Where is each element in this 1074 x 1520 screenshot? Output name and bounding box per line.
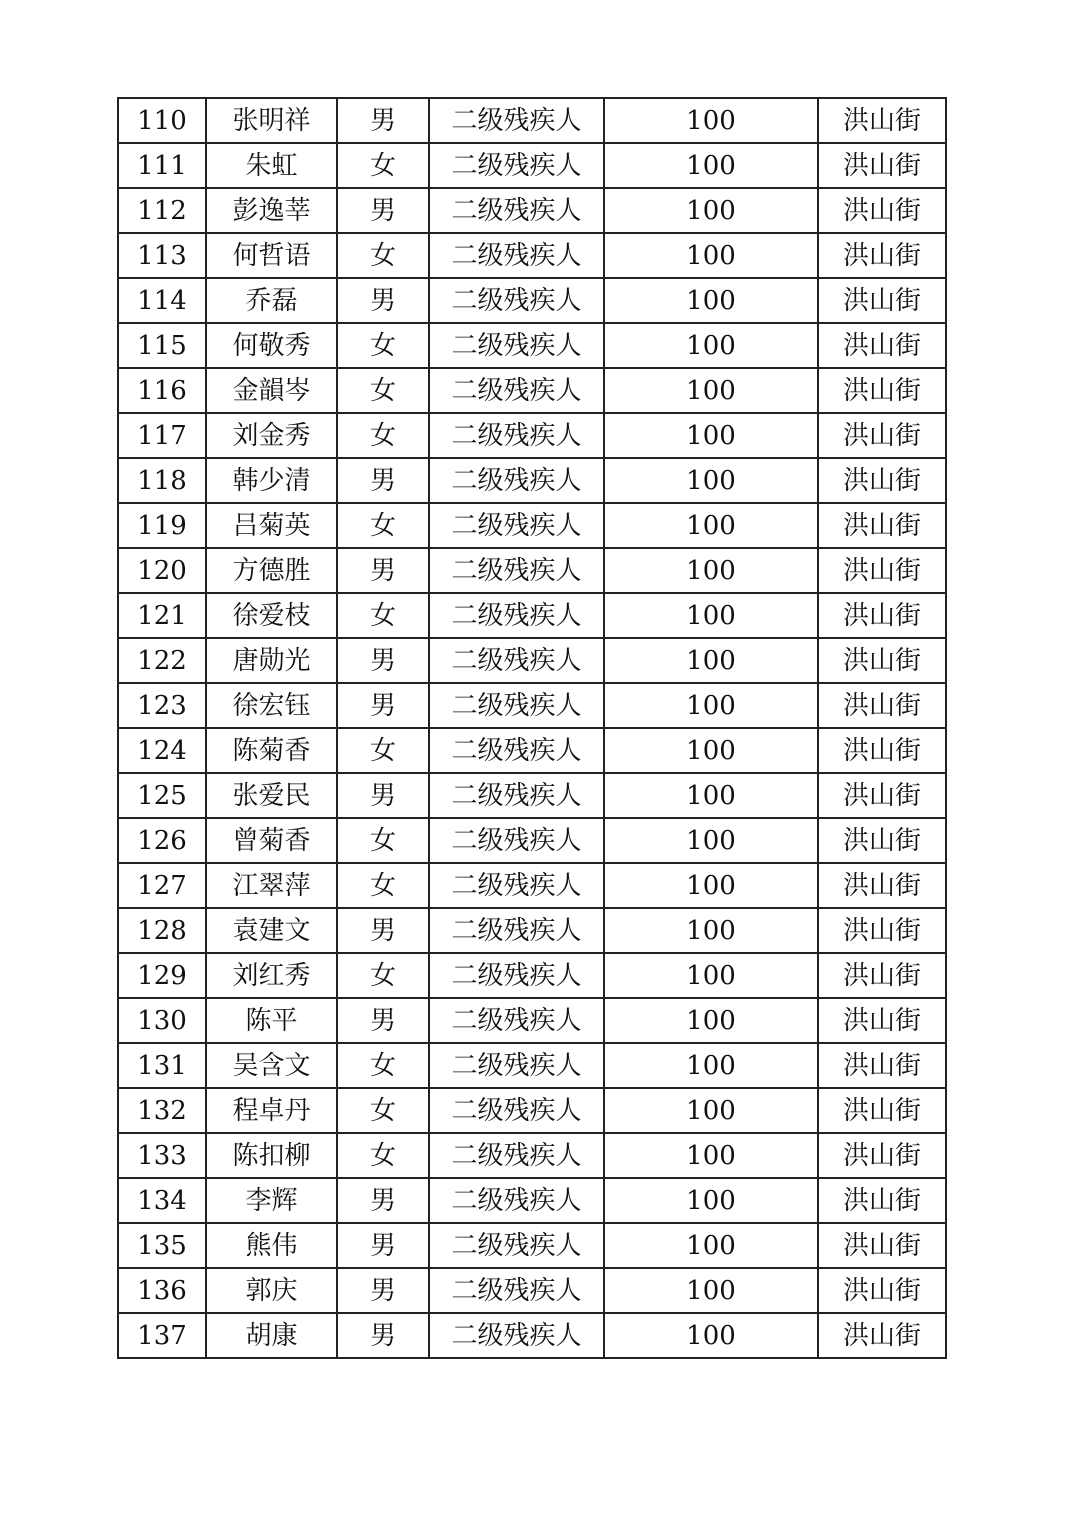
street: 洪山街 — [818, 188, 946, 233]
table-row — [118, 1133, 946, 1178]
row-number: 123 — [118, 683, 206, 728]
street: 洪山街 — [818, 143, 946, 188]
disability-level: 二级残疾人 — [429, 368, 604, 413]
street: 洪山街 — [818, 638, 946, 683]
disability-level: 二级残疾人 — [429, 683, 604, 728]
street: 洪山街 — [818, 953, 946, 998]
table-row — [118, 908, 946, 953]
table-row — [118, 1313, 946, 1358]
amount: 100 — [604, 323, 818, 368]
table-row — [118, 548, 946, 593]
disability-level: 二级残疾人 — [429, 548, 604, 593]
person-name: 曾菊香 — [206, 818, 337, 863]
table-row — [118, 953, 946, 998]
row-number: 110 — [118, 98, 206, 143]
amount: 100 — [604, 998, 818, 1043]
disability-level: 二级残疾人 — [429, 323, 604, 368]
amount: 100 — [604, 953, 818, 998]
table-row — [118, 278, 946, 323]
gender: 女 — [337, 953, 429, 998]
person-name: 程卓丹 — [206, 1088, 337, 1133]
amount: 100 — [604, 818, 818, 863]
person-name: 陈菊香 — [206, 728, 337, 773]
person-name: 唐勋光 — [206, 638, 337, 683]
row-number: 129 — [118, 953, 206, 998]
amount: 100 — [604, 548, 818, 593]
street: 洪山街 — [818, 1223, 946, 1268]
street: 洪山街 — [818, 458, 946, 503]
street: 洪山街 — [818, 1043, 946, 1088]
gender: 女 — [337, 1043, 429, 1088]
gender: 女 — [337, 323, 429, 368]
disability-level: 二级残疾人 — [429, 278, 604, 323]
person-name: 熊伟 — [206, 1223, 337, 1268]
gender: 女 — [337, 1088, 429, 1133]
person-name: 何哲语 — [206, 233, 337, 278]
street: 洪山街 — [818, 98, 946, 143]
person-name: 韩少清 — [206, 458, 337, 503]
recipient-table-body — [118, 98, 946, 1358]
person-name: 朱虹 — [206, 143, 337, 188]
row-number: 132 — [118, 1088, 206, 1133]
street: 洪山街 — [818, 1088, 946, 1133]
table-row — [118, 143, 946, 188]
table-row — [118, 1268, 946, 1313]
disability-level: 二级残疾人 — [429, 773, 604, 818]
person-name: 方德胜 — [206, 548, 337, 593]
person-name: 徐爱枝 — [206, 593, 337, 638]
person-name: 金韻岑 — [206, 368, 337, 413]
disability-level: 二级残疾人 — [429, 1268, 604, 1313]
disability-level: 二级残疾人 — [429, 908, 604, 953]
street: 洪山街 — [818, 593, 946, 638]
table-row — [118, 818, 946, 863]
gender: 女 — [337, 818, 429, 863]
disability-level: 二级残疾人 — [429, 98, 604, 143]
row-number: 134 — [118, 1178, 206, 1223]
amount: 100 — [604, 458, 818, 503]
row-number: 112 — [118, 188, 206, 233]
amount: 100 — [604, 1178, 818, 1223]
row-number: 124 — [118, 728, 206, 773]
gender: 女 — [337, 413, 429, 458]
row-number: 125 — [118, 773, 206, 818]
street: 洪山街 — [818, 548, 946, 593]
table-row — [118, 503, 946, 548]
street: 洪山街 — [818, 863, 946, 908]
disability-level: 二级残疾人 — [429, 863, 604, 908]
amount: 100 — [604, 1043, 818, 1088]
gender: 男 — [337, 98, 429, 143]
street: 洪山街 — [818, 998, 946, 1043]
gender: 女 — [337, 143, 429, 188]
gender: 女 — [337, 503, 429, 548]
gender: 男 — [337, 908, 429, 953]
disability-level: 二级残疾人 — [429, 503, 604, 548]
street: 洪山街 — [818, 683, 946, 728]
table-row — [118, 458, 946, 503]
row-number: 119 — [118, 503, 206, 548]
row-number: 121 — [118, 593, 206, 638]
amount: 100 — [604, 728, 818, 773]
amount: 100 — [604, 1223, 818, 1268]
street: 洪山街 — [818, 818, 946, 863]
amount: 100 — [604, 98, 818, 143]
gender: 女 — [337, 233, 429, 278]
row-number: 137 — [118, 1313, 206, 1358]
row-number: 126 — [118, 818, 206, 863]
disability-level: 二级残疾人 — [429, 413, 604, 458]
person-name: 张爱民 — [206, 773, 337, 818]
person-name: 胡康 — [206, 1313, 337, 1358]
gender: 男 — [337, 548, 429, 593]
person-name: 刘红秀 — [206, 953, 337, 998]
disability-level: 二级残疾人 — [429, 1088, 604, 1133]
disability-level: 二级残疾人 — [429, 1223, 604, 1268]
disability-level: 二级残疾人 — [429, 1043, 604, 1088]
street: 洪山街 — [818, 1133, 946, 1178]
row-number: 127 — [118, 863, 206, 908]
table-row — [118, 323, 946, 368]
gender: 男 — [337, 1223, 429, 1268]
amount: 100 — [604, 773, 818, 818]
gender: 男 — [337, 1268, 429, 1313]
table-row — [118, 233, 946, 278]
disability-level: 二级残疾人 — [429, 233, 604, 278]
table-row — [118, 188, 946, 233]
street: 洪山街 — [818, 323, 946, 368]
amount: 100 — [604, 413, 818, 458]
amount: 100 — [604, 233, 818, 278]
disability-level: 二级残疾人 — [429, 998, 604, 1043]
person-name: 郭庆 — [206, 1268, 337, 1313]
table-row — [118, 683, 946, 728]
row-number: 133 — [118, 1133, 206, 1178]
disability-level: 二级残疾人 — [429, 188, 604, 233]
amount: 100 — [604, 1133, 818, 1178]
gender: 女 — [337, 863, 429, 908]
table-row — [118, 998, 946, 1043]
street: 洪山街 — [818, 368, 946, 413]
table-row — [118, 728, 946, 773]
amount: 100 — [604, 908, 818, 953]
disability-level: 二级残疾人 — [429, 593, 604, 638]
person-name: 吕菊英 — [206, 503, 337, 548]
amount: 100 — [604, 1088, 818, 1133]
row-number: 113 — [118, 233, 206, 278]
amount: 100 — [604, 638, 818, 683]
gender: 男 — [337, 683, 429, 728]
table-row — [118, 1043, 946, 1088]
person-name: 陈平 — [206, 998, 337, 1043]
row-number: 122 — [118, 638, 206, 683]
table-row — [118, 1178, 946, 1223]
street: 洪山街 — [818, 1268, 946, 1313]
street: 洪山街 — [818, 1178, 946, 1223]
disability-level: 二级残疾人 — [429, 1178, 604, 1223]
gender: 女 — [337, 593, 429, 638]
row-number: 116 — [118, 368, 206, 413]
amount: 100 — [604, 593, 818, 638]
row-number: 136 — [118, 1268, 206, 1313]
amount: 100 — [604, 683, 818, 728]
row-number: 131 — [118, 1043, 206, 1088]
table-row — [118, 1223, 946, 1268]
gender: 男 — [337, 278, 429, 323]
amount: 100 — [604, 1313, 818, 1358]
row-number: 115 — [118, 323, 206, 368]
street: 洪山街 — [818, 413, 946, 458]
table-row — [118, 368, 946, 413]
amount: 100 — [604, 503, 818, 548]
disability-level: 二级残疾人 — [429, 458, 604, 503]
disability-level: 二级残疾人 — [429, 1313, 604, 1358]
table-row — [118, 863, 946, 908]
gender: 男 — [337, 773, 429, 818]
recipient-table — [117, 97, 947, 1359]
amount: 100 — [604, 1268, 818, 1313]
row-number: 120 — [118, 548, 206, 593]
person-name: 张明祥 — [206, 98, 337, 143]
row-number: 135 — [118, 1223, 206, 1268]
person-name: 江翠萍 — [206, 863, 337, 908]
person-name: 刘金秀 — [206, 413, 337, 458]
street: 洪山街 — [818, 773, 946, 818]
street: 洪山街 — [818, 1313, 946, 1358]
person-name: 彭逸莘 — [206, 188, 337, 233]
disability-level: 二级残疾人 — [429, 728, 604, 773]
table-row — [118, 1088, 946, 1133]
street: 洪山街 — [818, 908, 946, 953]
street: 洪山街 — [818, 728, 946, 773]
table-row — [118, 638, 946, 683]
amount: 100 — [604, 278, 818, 323]
person-name: 乔磊 — [206, 278, 337, 323]
gender: 男 — [337, 638, 429, 683]
gender: 男 — [337, 998, 429, 1043]
row-number: 117 — [118, 413, 206, 458]
disability-level: 二级残疾人 — [429, 638, 604, 683]
row-number: 130 — [118, 998, 206, 1043]
gender: 男 — [337, 458, 429, 503]
row-number: 128 — [118, 908, 206, 953]
amount: 100 — [604, 188, 818, 233]
gender: 男 — [337, 1178, 429, 1223]
disability-level: 二级残疾人 — [429, 143, 604, 188]
row-number: 111 — [118, 143, 206, 188]
amount: 100 — [604, 863, 818, 908]
amount: 100 — [604, 368, 818, 413]
disability-level: 二级残疾人 — [429, 1133, 604, 1178]
table-row — [118, 593, 946, 638]
gender: 女 — [337, 728, 429, 773]
amount: 100 — [604, 143, 818, 188]
table-row — [118, 98, 946, 143]
person-name: 何敬秀 — [206, 323, 337, 368]
row-number: 114 — [118, 278, 206, 323]
street: 洪山街 — [818, 278, 946, 323]
gender: 女 — [337, 368, 429, 413]
gender: 女 — [337, 1133, 429, 1178]
person-name: 李辉 — [206, 1178, 337, 1223]
person-name: 袁建文 — [206, 908, 337, 953]
person-name: 徐宏钰 — [206, 683, 337, 728]
disability-level: 二级残疾人 — [429, 818, 604, 863]
gender: 男 — [337, 1313, 429, 1358]
street: 洪山街 — [818, 233, 946, 278]
person-name: 吴含文 — [206, 1043, 337, 1088]
person-name: 陈扣柳 — [206, 1133, 337, 1178]
disability-level: 二级残疾人 — [429, 953, 604, 998]
table-row — [118, 413, 946, 458]
row-number: 118 — [118, 458, 206, 503]
street: 洪山街 — [818, 503, 946, 548]
gender: 男 — [337, 188, 429, 233]
table-row — [118, 773, 946, 818]
